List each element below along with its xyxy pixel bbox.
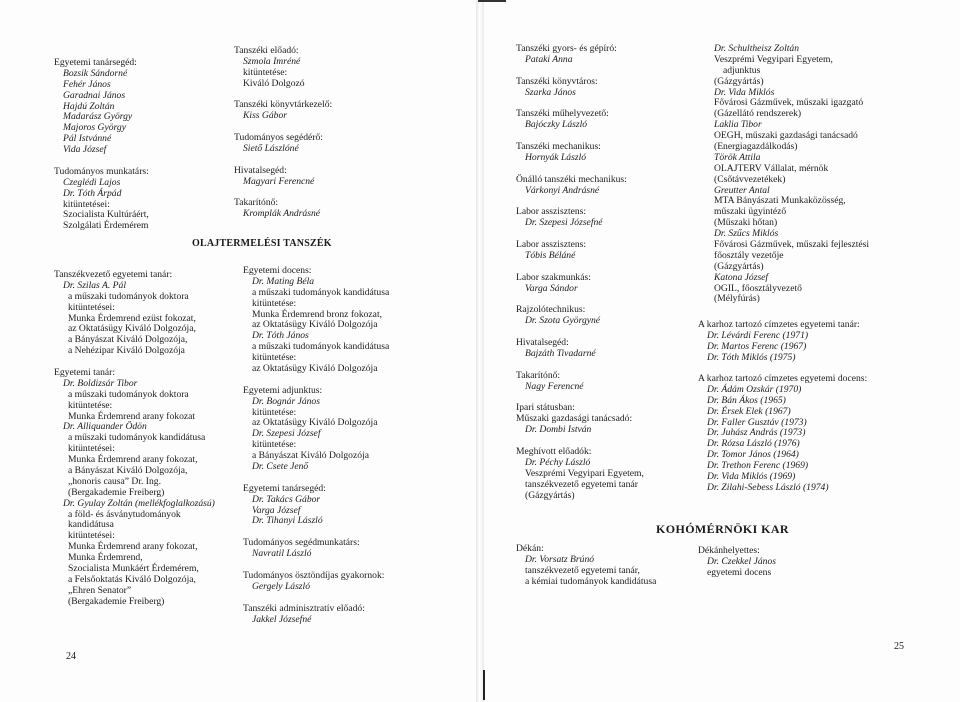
text-line: Tanszéki adminisztratív előadó: <box>243 602 365 614</box>
text-line: Munka Érdemrend bronz fokozat, <box>252 308 383 320</box>
text-line: kitüntetései: <box>63 198 110 210</box>
text-line: Török Attila <box>714 151 761 163</box>
text-line: Pál Istvánné <box>63 133 112 145</box>
text-line: Dr. Szűcs Miklós <box>714 228 779 240</box>
text-line: Jakkel Józsefné <box>252 613 312 625</box>
text-line: Tudományos segédmunkatárs: <box>243 537 360 549</box>
text-line: OEGH, műszaki gazdasági tanácsadó <box>714 130 858 142</box>
text-line: Dr. Szepesi Józsefné <box>525 217 603 229</box>
text-line: Munka Érdemrend ezüst fokozat, <box>68 312 196 324</box>
text-line: Varga József <box>252 504 301 516</box>
text-line: Dr. Ádám Ozskár (1970) <box>707 383 802 395</box>
text-line: Egyetemi tanár: <box>54 367 116 379</box>
text-line: OLAJTERV Vállalat, mérnök <box>714 162 829 174</box>
faculty-heading: KOHÓMÉRNÖKI KAR <box>656 522 790 536</box>
text-line: a kémiai tudományok kandidátusa <box>525 575 657 587</box>
text-line: Tanszéki könyvtáros: <box>516 75 598 87</box>
text-line: Tanszéki műhelyvezető: <box>516 108 609 120</box>
text-line: Dékánhelyettes: <box>698 545 760 556</box>
text-line: Dr. Zilahi-Sebess László (1974) <box>707 481 829 493</box>
text-line: OGIL, főosztályvezető <box>714 282 802 294</box>
text-line: Szmola Imréné <box>243 55 301 67</box>
text-line: a föld- és ásványtudományok <box>68 508 181 520</box>
text-line: Fehér János <box>63 78 111 90</box>
text-line: Munka Érdemrend arany fokozat <box>68 410 196 422</box>
text-line: Tanszéki gyors- és gépíró: <box>516 43 617 54</box>
text-line: kandidátusa <box>68 519 114 531</box>
text-line: Tudományos munkatárs: <box>54 165 149 177</box>
text-line: kitüntetései: <box>68 301 115 313</box>
text-line: Szolgálati Érdemérem <box>63 220 149 232</box>
col4-mid1-block <box>698 320 860 364</box>
text-line: Kiss Gábor <box>243 110 287 122</box>
text-line: a műszaki tudományok kandidátusa <box>252 286 390 298</box>
department-heading: OLAJTERMELÉSI TANSZÉK <box>192 238 332 249</box>
text-line: Navratil László <box>252 548 312 560</box>
text-line: Labor asszisztens: <box>516 206 587 218</box>
text-line: kitüntetései: <box>68 443 115 455</box>
text-line: Dr. Faller Gusztáv (1973) <box>707 416 807 428</box>
text-line: Dr. Bognár János <box>252 395 320 407</box>
text-line: Tóbis Béláné <box>525 249 576 261</box>
text-line: kitüntetése: <box>252 439 297 451</box>
text-line: Dr. Tomor János (1964) <box>707 449 799 461</box>
text-line: Tudományos ösztöndíjas gyakornok: <box>243 569 385 581</box>
text-line: Siető Lászlóné <box>243 143 299 155</box>
text-line: Dr. Gyulay Zoltán (mellékfoglalkozású) <box>63 497 215 509</box>
text-line: Dr. Juhász András (1973) <box>707 427 806 439</box>
text-line: Dr. Szepesi József <box>252 428 321 440</box>
col2-bottom-block <box>243 266 389 625</box>
text-line: Hivatalsegéd: <box>516 337 569 349</box>
text-line: adjunktus <box>723 64 761 76</box>
text-line: Kromplák Andrásné <box>243 208 321 220</box>
text-line: Tudományos segédérő: <box>234 132 323 144</box>
text-line: Veszprémi Vegyipari Egyetem, <box>525 467 644 479</box>
text-line: Munka Érdemrend arany fokozat, <box>68 541 198 553</box>
text-line: Labor szakmunkás: <box>516 271 591 283</box>
text-line: Madarász György <box>63 111 133 123</box>
right-page <box>480 0 960 702</box>
text-line: (Műszaki hőtan) <box>714 217 778 229</box>
text-line: kitüntetése: <box>252 297 297 309</box>
col2-top-block <box>234 46 332 220</box>
text-line: Majoros György <box>63 122 126 134</box>
text-line: Dr. Bán Ákos (1965) <box>707 394 786 406</box>
text-line: Egyetemi tanársegéd: <box>54 57 137 68</box>
text-line: egyetemi docens <box>707 566 772 578</box>
text-line: Bajzáth Tivadarné <box>525 347 596 359</box>
text-line: a Bányászat Kiváló Dolgozója, <box>68 465 188 477</box>
text-line: Takarítónő: <box>234 197 279 209</box>
page-number-left: 24 <box>66 651 76 662</box>
text-line: Labor asszisztens: <box>516 239 587 251</box>
text-line: (Bergakademie Freiberg) <box>68 486 165 498</box>
text-line: Tanszéki előadó: <box>234 45 299 56</box>
col1-bottom-block <box>54 270 215 608</box>
text-line: Laklia Tibor <box>714 119 762 131</box>
text-line: (Gázgyártás) <box>525 489 575 501</box>
text-line: Takarítónő: <box>516 369 561 381</box>
text-line: Dr. Vida Miklós <box>714 86 775 98</box>
text-line: Dr. Czekkel János <box>707 555 777 567</box>
text-line: az Oktatásügy Kiváló Dolgozója <box>252 363 378 375</box>
text-line: Dr. Schultheisz Zoltán <box>714 43 800 54</box>
text-line: főosztály vezetője <box>714 249 784 261</box>
text-line: Dr. Mating Béla <box>252 275 315 287</box>
text-line: MTA Bányászati Munkaközösség, <box>714 195 846 207</box>
text-line: Fővárosi Gázművek, műszaki fejlesztési <box>714 239 870 251</box>
text-line: a műszaki tudományok doktora <box>68 388 189 400</box>
col4-bottom-block <box>698 546 776 579</box>
text-line: Munka Érdemrend, <box>68 552 143 564</box>
text-line: Egyetemi docens: <box>243 265 312 276</box>
text-line: az Oktatásügy Kiváló Dolgozója, <box>68 323 196 335</box>
text-line: (Csőtávvezetékek) <box>714 173 786 185</box>
text-line: Önálló tanszéki mechanikus: <box>516 173 627 185</box>
text-line: a Nehézipar Kiváló Dolgozója <box>68 345 185 357</box>
text-line: Tanszéki mechanikus: <box>516 141 601 153</box>
text-line: Hornyák László <box>525 151 587 163</box>
text-line: kitüntetése: <box>68 399 113 411</box>
text-line: Dr. Dombi István <box>525 424 592 436</box>
text-line: (Mélyfúrás) <box>714 293 760 305</box>
text-line: Dr. Tóth Miklós (1975) <box>707 351 796 363</box>
text-line: Dr. Martos Ferenc (1967) <box>707 340 807 352</box>
text-line: Dr. Trethon Ferenc (1969) <box>707 460 809 472</box>
text-line: Egyetemi adjunktus: <box>243 384 323 396</box>
text-line: Garadnai János <box>63 89 126 101</box>
text-line: kitüntetése: <box>243 66 288 78</box>
text-line: Kiváló Dolgozó <box>243 77 305 89</box>
text-line: Hivatalsegéd: <box>234 164 287 176</box>
col3-top-block <box>516 44 644 501</box>
fold-shadow-line <box>483 670 485 700</box>
text-line: az Oktatásügy Kiváló Dolgozója <box>252 319 378 331</box>
text-line: (Gázgyártás) <box>714 260 764 272</box>
text-line: tanszékvezető egyetemi tanár, <box>525 564 640 576</box>
text-line: Dr. Takács Gábor <box>252 493 321 505</box>
text-line: Dr. Tóth Árpád <box>63 187 122 199</box>
text-line: Gergely László <box>252 580 311 592</box>
text-line: Dr. Csete Jenő <box>252 461 309 473</box>
text-line: Dr. Lévárdi Ferenc (1971) <box>707 329 809 341</box>
text-line: Hajdú Zoltán <box>63 100 115 112</box>
text-line: Pataki Anna <box>525 53 573 65</box>
text-line: Magyari Ferencné <box>243 175 315 187</box>
text-line: Dr. Szota Györgyné <box>525 315 601 327</box>
text-line: „Ehren Senator” <box>68 584 132 596</box>
text-line: (Bergakademie Freiberg) <box>68 595 165 607</box>
text-line: Egyetemi tanársegéd: <box>243 482 326 494</box>
text-line: Dr. Boldizsár Tibor <box>63 377 138 389</box>
col3-bottom-block <box>516 544 656 588</box>
top-edge-mark <box>478 0 506 2</box>
text-line: A karhoz tartozó címzetes egyetemi docens: <box>698 373 868 384</box>
text-line: az Oktatásügy Kiváló Dolgozója <box>252 417 378 429</box>
text-line: Dr. Alliquander Ödön <box>63 421 147 433</box>
text-line: Dr. Vida Miklós (1969) <box>707 471 796 483</box>
text-line: kitüntetése: <box>252 352 297 364</box>
text-line: Dr. Tóth János <box>252 330 309 342</box>
text-line: Nagy Ferencné <box>525 380 584 392</box>
text-line: Szocialista Munkáért Érdemérem, <box>68 563 199 575</box>
text-line: (Energiagazdálkodás) <box>714 141 798 153</box>
text-line: Varga Sándor <box>525 282 578 294</box>
text-line: kitüntetése: <box>252 406 297 418</box>
col4-mid2-block <box>698 374 867 494</box>
text-line: Tanszékvezető egyetemi tanár: <box>54 269 173 280</box>
text-line: Bozsik Sándorné <box>63 67 128 79</box>
text-line: Dr. Rózsa László (1976) <box>707 438 800 450</box>
text-line: a Felsőoktatás Kiváló Dolgozója, <box>68 573 196 585</box>
text-line: Dr. Szilas A. Pál <box>63 279 126 291</box>
col4-top-block <box>714 44 869 305</box>
text-line <box>243 593 389 604</box>
text-line: Meghívott előadók: <box>516 445 592 457</box>
text-line: Veszprémi Vegyipari Egyetem, <box>714 53 833 65</box>
text-line: Dr. Érsek Elek (1967) <box>707 405 791 417</box>
text-line: A karhoz tartozó címzetes egyetemi tanár: <box>698 319 860 330</box>
text-line: Műszaki gazdasági tanácsadó: <box>516 413 633 425</box>
text-line: Várkonyi Andrásné <box>525 184 600 196</box>
text-line: a műszaki tudományok kandidátusa <box>252 341 390 353</box>
text-line: Ipari státusban: <box>516 402 575 414</box>
text-line: Rajzolótechnikus: <box>516 304 586 316</box>
text-line: (Gázgyártás) <box>714 75 764 87</box>
text-line: Katona József <box>714 271 769 283</box>
text-line: Fővárosi Gázművek, műszaki igazgató <box>714 97 864 109</box>
text-line: Dr. Vorsatz Brúnó <box>525 553 595 565</box>
text-line: a Bányászat Kiváló Dolgozója <box>252 450 369 462</box>
text-line: a Bányászat Kiváló Dolgozója, <box>68 334 188 346</box>
text-line: Szocialista Kultúráért, <box>63 209 149 221</box>
text-line: kitüntetései: <box>68 530 115 542</box>
text-line: Czeglédi Lajos <box>63 176 121 188</box>
col1-top-block <box>54 58 149 232</box>
text-line: Tanszéki könyvtárkezelő: <box>234 99 333 111</box>
text-line: Greutter Antal <box>714 184 770 196</box>
text-line: Dr. Péchy László <box>525 456 591 468</box>
text-line: Dr. Tihanyi László <box>252 515 323 527</box>
text-line: a műszaki tudományok kandidátusa <box>68 432 206 444</box>
text-line: „honoris causa” Dr. Ing. <box>68 475 161 487</box>
text-line: Vida József <box>63 144 107 156</box>
text-line: (Gázellátó rendszerek) <box>714 108 802 120</box>
text-line: tanszékvezető egyetemi tanár <box>525 478 638 490</box>
text-line: Munka Érdemrend arany fokozat, <box>68 454 198 466</box>
text-line: műszaki ügyintéző <box>714 206 787 218</box>
text-line: Bajóczky László <box>525 119 588 131</box>
page-number-right: 25 <box>894 641 904 652</box>
text-line: Dékán: <box>516 543 544 554</box>
book-binding <box>476 0 484 702</box>
text-line: a műszaki tudományok doktora <box>68 290 189 302</box>
text-line: Szarka János <box>525 86 576 98</box>
